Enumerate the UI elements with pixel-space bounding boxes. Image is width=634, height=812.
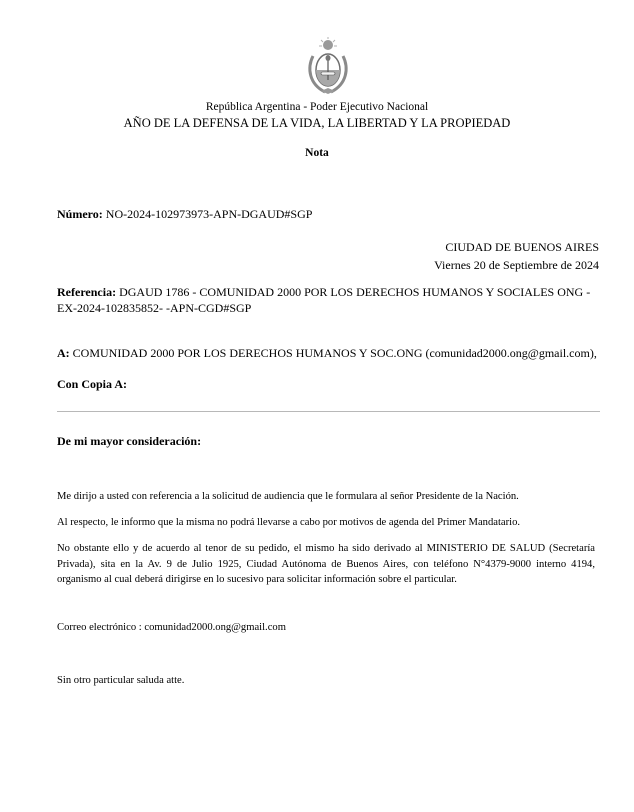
cc-label: Con Copia A: <box>57 377 128 391</box>
document-number <box>57 207 312 222</box>
document-number-value: NO-2024-102973973-APN-DGAUD#SGP <box>105 207 313 221</box>
header-institution: República Argentina - Poder Ejecutivo Nacional <box>205 101 429 113</box>
email-line: Correo electrónico : comunidad2000.ong@gmail.com <box>57 622 286 633</box>
body-paragraph-2: Al respecto, le informo que la misma no podrá llevarse a cabo por motivos de agenda del Primer Mandatario. <box>57 517 521 528</box>
recipient-label: A: <box>57 346 70 360</box>
salutation: De mi mayor consideración: <box>57 434 202 448</box>
divider <box>57 411 600 412</box>
closing: Sin otro particular saluda atte. <box>57 675 185 686</box>
document-number-label: Número: <box>57 207 103 221</box>
document-type: Nota <box>305 147 329 159</box>
body-paragraph-3: No obstante ello y de acuerdo al tenor de su pedido, el mismo ha sido derivado al MINISTERIO DE SALUD (Secretaría Privada), sita en la Av. 9 de Julio 1925, Ciudad Autónoma de Buenos Aires, con teléfono N°4379-9000 interno 4194, organismo al cual deberá dirigirse en lo sucesivo para solicitar información sobre el particular. <box>57 543 595 585</box>
recipient-value: COMUNIDAD 2000 POR LOS DERECHOS HUMANOS Y SOC.ONG (comunidad2000.ong@gmail.com), <box>72 346 597 360</box>
city: CIUDAD DE BUENOS AIRES <box>445 240 599 254</box>
date: Viernes 20 de Septiembre de 2024 <box>434 258 599 272</box>
body-paragraph-1: Me dirijo a usted con referencia a la solicitud de audiencia que le formulara al señor Presidente de la Nación. <box>57 491 519 502</box>
reference-label: Referencia: <box>57 285 117 299</box>
header-year-motto: AÑO DE LA DEFENSA DE LA VIDA, LA LIBERTAD Y LA PROPIEDAD <box>123 116 511 130</box>
recipient <box>57 346 597 361</box>
coat-of-arms-icon <box>305 36 351 96</box>
reference <box>57 284 602 316</box>
reference-value: DGAUD 1786 - COMUNIDAD 2000 POR LOS DERECHOS HUMANOS Y SOCIALES ONG - EX-2024-102835852- -APN-CGD#SGP <box>57 285 591 315</box>
